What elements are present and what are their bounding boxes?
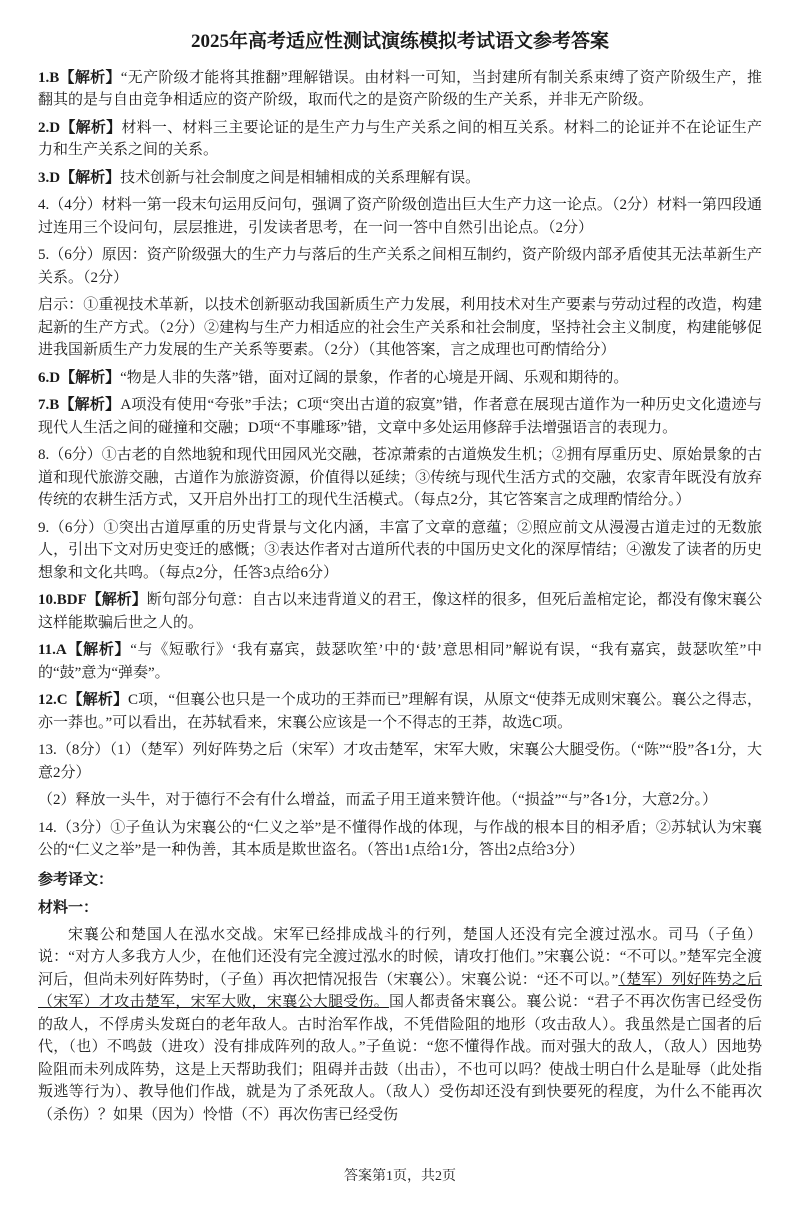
answer-label-7: 7.B【解析】 [38, 397, 121, 413]
answer-item-8 [38, 444, 762, 512]
answer-label-11: 11.A【解析】 [38, 642, 131, 658]
answer-item-3 [38, 167, 762, 190]
answer-text-5-hint: 启示：①重视技术革新，以技术创新驱动我国新质生产力发展，利用技术对生产要素与劳动过程的改造，构建起新的生产方式。（2分）②建构与生产力相适应的社会生产关系和社会制度，坚持社会主义制度，构建能够促进我国新质生产力发展的生产关系等要素。（2分）（其他答案，言之成理也可酌情给分） [38, 297, 762, 358]
answer-text-4: 4.（4分）材料一第一段末句运用反问句，强调了资产阶级创造出巨大生产力这一论点。（2分）材料一第四段通过连用三个设问句，层层推进，引发读者思考，在一问一答中自然引出论点。（2分） [38, 197, 762, 236]
answer-label-1: 1.B【解析】 [38, 69, 121, 86]
answer-text-13-1: 13.（8分）（1）（楚军）列好阵势之后（宋军）才攻击楚军，宋军大败，宋襄公大腿受伤。（“陈”“股”各1分，大意2分） [38, 742, 762, 781]
answer-item-13-1 [38, 739, 762, 784]
answer-label-3: 3.D【解析】 [38, 169, 121, 186]
answer-text-6: “物是人非的失落”错，面对辽阔的景象，作者的心境是开阔、乐观和期待的。 [120, 369, 629, 386]
answer-text-12: C项，“但襄公也只是一个成功的王莽而已”理解有误，从原文“使莽无成则宋襄公。襄公之得志，亦一莽也。”可以看出，在苏轼看来，宋襄公应该是一个不得志的王莽，故选C项。 [38, 692, 762, 731]
answer-text-13-2: （2）释放一头牛，对于德行不会有什么增益，而孟子用王道来赞许他。（“损益”“与”各1分，大意2分。） [38, 792, 718, 808]
reference-translation-heading: 参考译文： [38, 871, 114, 888]
answer-label-12: 12.C【解析】 [38, 692, 129, 708]
answer-text-2: 材料一、材料三主要论证的是生产力与生产关系之间的相互关系。材料二的论证并不在论证生产力和生产关系之间的关系。 [38, 119, 762, 158]
answer-item-1 [38, 67, 762, 112]
answer-item-12 [38, 689, 762, 734]
answer-item-13-2 [38, 789, 762, 812]
answer-text-1: “无产阶级才能将其推翻”理解错误。由材料一可知，当封建所有制关系束缚了资产阶级生产，推翻其的是与自由竞争相适应的资产阶级，取而代之的是资产阶级的生产关系，并非无产阶级。 [38, 69, 762, 108]
page-title: 2025年高考适应性测试演练模拟考试语文参考答案 [190, 31, 609, 52]
material-one-heading: 材料一： [38, 900, 99, 916]
answer-item-14 [38, 817, 762, 862]
answer-text-14: 14.（3分）①子鱼认为宋襄公的“仁义之举”是不懂得作战的体现，与作战的根本目的相矛盾；②苏轼认为宋襄公的“仁义之举”是一种伪善，其本质是欺世盗名。（答出1点给1分，答出2点给3分） [38, 819, 762, 858]
answer-label-2: 2.D【解析】 [38, 119, 122, 136]
answer-label-6: 6.D【解析】 [38, 369, 121, 386]
answer-text-11: “与《短歌行》‘我有嘉宾，鼓瑟吹笙’中的‘鼓’意思相同”解说有误，“我有嘉宾，鼓瑟吹笙”中的“鼓”意为“弹奏”。 [38, 642, 762, 681]
answer-item-2 [38, 117, 762, 162]
answer-label-10: 10.BDF【解析】 [38, 592, 147, 608]
answer-item-9 [38, 517, 762, 585]
translation-part1: 宋襄公和楚国人在泓水交战。宋军已经排成战斗的行列，楚国人还没有完全渡过泓水。司马（子鱼）说：“对方人多我方人少，在他们还没有完全渡过泓水的时候，请攻打他们。”宋襄公说：“不可以。”楚军完全渡河后，但尚未列好阵势时，（子鱼）再次把情况报告（宋襄公）。宋襄公说：“还不可以。” [38, 926, 762, 988]
answer-item-11 [38, 639, 762, 684]
answer-item-4 [38, 194, 762, 239]
answer-text-9: 9.（6分）①突出古道厚重的历史背景与文化内涵，丰富了文章的意蕴；②照应前文从漫漫古道走过的无数旅人，引出下文对历史变迁的感慨；③表达作者对古道所代表的中国历史文化的深厚情结；④激发了读者的历史想象和文化共鸣。（每点2分，任答3点给6分） [38, 519, 762, 581]
answer-text-3: 技术创新与社会制度之间是相辅相成的关系理解有误。 [120, 169, 481, 186]
answer-item-5 [38, 244, 762, 289]
answer-text-7: A项没有使用“夸张”手法；C项“突出古道的寂寞”错，作者意在展现古道作为一种历史文化遗迹与现代人生活之间的碰撞和交融；D项“不事雕琢”错，文章中多处运用修辞手法增强语言的表现力。 [38, 397, 762, 436]
translation-part2: 国人都责备宋襄公。襄公说：“君子不再次伤害已经受伤的敌人，不俘虏头发斑白的老年敌人。古时治军作战，不凭借险阻的地形（攻击敌人）。我虽然是亡国者的后代，（也）不鸣鼓（进攻）没有排成阵列的敌人。”子鱼说：“您不懂得作战。而对强大的敌人，（敌人）因地势险阻而未列成阵势，这是上天帮助我们；阻碍并击鼓（出击），不也可以吗？使战士明白什么是耻辱（此处指叛逃等行为）、教导他们作战，就是为了杀死敌人。（敌人）受伤却还没有到快要死的程度，为什么不能再次（杀伤）？如果（因为）怜惜（不）再次伤害已经受伤 [38, 994, 762, 1123]
answer-item-6 [38, 367, 762, 390]
translation-paragraph [38, 924, 762, 1127]
answer-item-10 [38, 589, 762, 634]
answer-text-10: 断句部分句意：自古以来违背道义的君王，像这样的很多，但死后盖棺定论，都没有像宋襄公这样能欺骗后世之人的。 [38, 592, 762, 631]
page-footer: 答案第1页，共2页 [344, 1169, 456, 1184]
answer-item-7 [38, 394, 762, 439]
translation-underlined-sentence: （楚军）列好阵势之后（宋军）才攻击楚军，宋军大败，宋襄公大腿受伤。 [38, 971, 762, 1010]
answer-text-8: 8.（6分）①古老的自然地貌和现代田园风光交融，苍凉萧索的古道焕发生机；②拥有厚重历史、原始景象的古道和现代旅游交融，古道作为旅游资源，价值得以延续；③传统与现代生活方式的交融，农家青年既没有放弃传统的农耕生活方式，又开启外出打工的现代生活模式。（每点2分，其它答案言之成理酌情给分。） [38, 447, 762, 508]
answer-text-5: 5.（6分）原因：资产阶级强大的生产力与落后的生产关系之间相互制约，资产阶级内部矛盾使其无法革新生产关系。（2分） [38, 247, 762, 286]
answer-item-5-hint [38, 294, 762, 362]
